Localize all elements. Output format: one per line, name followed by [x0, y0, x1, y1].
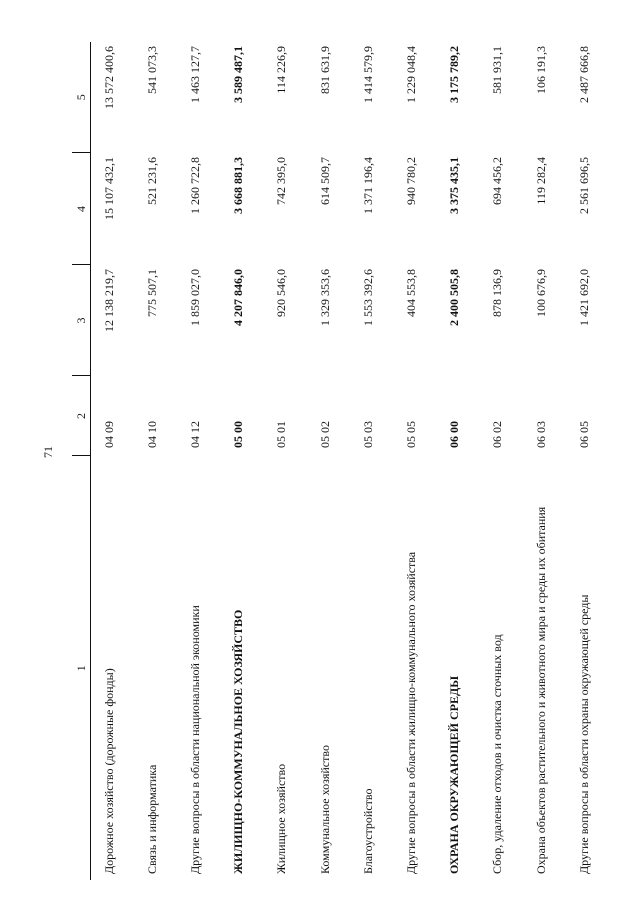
row-name: ЖИЛИЩНО-КОММУНАЛЬНОЕ ХОЗЯЙСТВО: [231, 609, 246, 874]
table-row: [177, 42, 220, 880]
row-value-col4: 521 231,6: [144, 157, 159, 205]
row-code: 05 00: [231, 421, 246, 448]
row-value-col3: 775 507,1: [144, 269, 159, 317]
row-value-col5: 3 589 487,1: [231, 46, 246, 103]
row-value-col3: 1 421 692,0: [576, 269, 591, 326]
row-value-col3: 4 207 846,0: [231, 269, 246, 326]
row-value-col5: 2 487 666,8: [576, 46, 591, 103]
row-value-col5: 541 073,3: [144, 46, 159, 94]
row-value-col3: 1 329 353,6: [317, 269, 332, 326]
row-name: Другие вопросы в области жилищно-коммунального хозяйства: [403, 551, 418, 874]
row-value-col4: 614 509,7: [317, 157, 332, 205]
header-col-5: 5: [72, 42, 91, 153]
row-name: Сбор, удаление отходов и очистка сточных вод: [490, 634, 505, 874]
row-value-col3: 100 676,9: [533, 269, 548, 317]
row-value-col5: 114 226,9: [274, 46, 289, 94]
row-value-col4: 742 395,0: [274, 157, 289, 205]
row-code: 05 02: [317, 421, 332, 448]
header-row: [72, 42, 91, 880]
table-row: [91, 42, 134, 880]
budget-table: [72, 42, 609, 880]
table-row: [307, 42, 350, 880]
row-value-col5: 581 931,1: [490, 46, 505, 94]
budget-table-rotated: [72, 42, 609, 880]
row-name: Жилищное хозяйство: [274, 763, 289, 874]
row-value-col4: 1 260 722,8: [187, 157, 202, 214]
row-name: ОХРАНА ОКРУЖАЮЩЕЙ СРЕДЫ: [447, 676, 462, 874]
row-value-col3: 920 546,0: [274, 269, 289, 317]
row-value-col3: 404 553,8: [403, 269, 418, 317]
row-value-col5: 13 572 400,6: [102, 46, 116, 109]
table-row: [566, 42, 609, 880]
row-value-col4: 1 371 196,4: [360, 157, 375, 214]
row-name: Дорожное хозяйство (дорожные фонды): [102, 668, 116, 874]
row-code: 05 01: [274, 421, 289, 448]
row-value-col5: 106 191,3: [533, 46, 548, 94]
table-row: [393, 42, 436, 880]
row-code: 04 10: [144, 421, 159, 448]
row-value-col3: 878 136,9: [490, 269, 505, 317]
row-code: 04 09: [102, 421, 116, 448]
row-value-col3: 1 553 392,6: [360, 269, 375, 326]
row-value-col5: 1 229 048,4: [403, 46, 418, 103]
table-row-section: [220, 42, 263, 880]
row-name: Коммунальное хозяйство: [317, 745, 332, 874]
table-row: [523, 42, 566, 880]
row-code: 05 05: [403, 421, 418, 448]
row-value-col3: 1 859 027,0: [187, 269, 202, 326]
header-col-4: 4: [72, 153, 91, 265]
row-code: 04 12: [187, 421, 202, 448]
header-col-1: 1: [72, 456, 91, 880]
row-name: Благоустройство: [360, 788, 375, 874]
row-name: Охрана объектов растительного и животного мира и среды их обитания: [533, 506, 548, 874]
header-col-3: 3: [72, 265, 91, 376]
table-row-section: [436, 42, 479, 880]
row-value-col5: 1 414 579,9: [360, 46, 375, 103]
row-value-col5: 1 463 127,7: [187, 46, 202, 103]
budget-table-frame: [72, 42, 609, 880]
table-row: [479, 42, 522, 880]
row-value-col5: 3 175 789,2: [447, 46, 462, 103]
row-value-col4: 3 668 881,3: [231, 157, 246, 214]
row-value-col4: 940 780,2: [403, 157, 418, 205]
row-value-col5: 831 631,9: [317, 46, 332, 94]
row-value-col3: 2 400 505,8: [447, 269, 462, 326]
header-col-2: 2: [72, 376, 91, 456]
row-name: Связь и информатика: [144, 764, 159, 874]
row-value-col4: 119 282,4: [533, 157, 548, 205]
table-body: [91, 42, 610, 880]
row-value-col3: 12 138 219,7: [102, 269, 116, 332]
row-code: 05 03: [360, 421, 375, 448]
table-row: [263, 42, 306, 880]
row-value-col4: 694 456,2: [490, 157, 505, 205]
row-name: Другие вопросы в области охраны окружающей среды: [576, 594, 591, 874]
row-code: 06 00: [447, 421, 462, 448]
row-code: 06 02: [490, 421, 505, 448]
row-code: 06 03: [533, 421, 548, 448]
table-row: [350, 42, 393, 880]
row-value-col4: 2 561 696,5: [576, 157, 591, 214]
table-row: [134, 42, 177, 880]
row-value-col4: 3 375 435,1: [447, 157, 462, 214]
row-value-col4: 15 107 432,1: [102, 157, 116, 220]
row-code: 06 05: [576, 421, 591, 448]
table-header: [72, 42, 91, 880]
row-name: Другие вопросы в области национальной экономики: [187, 605, 202, 874]
page-number: 71: [41, 446, 55, 458]
